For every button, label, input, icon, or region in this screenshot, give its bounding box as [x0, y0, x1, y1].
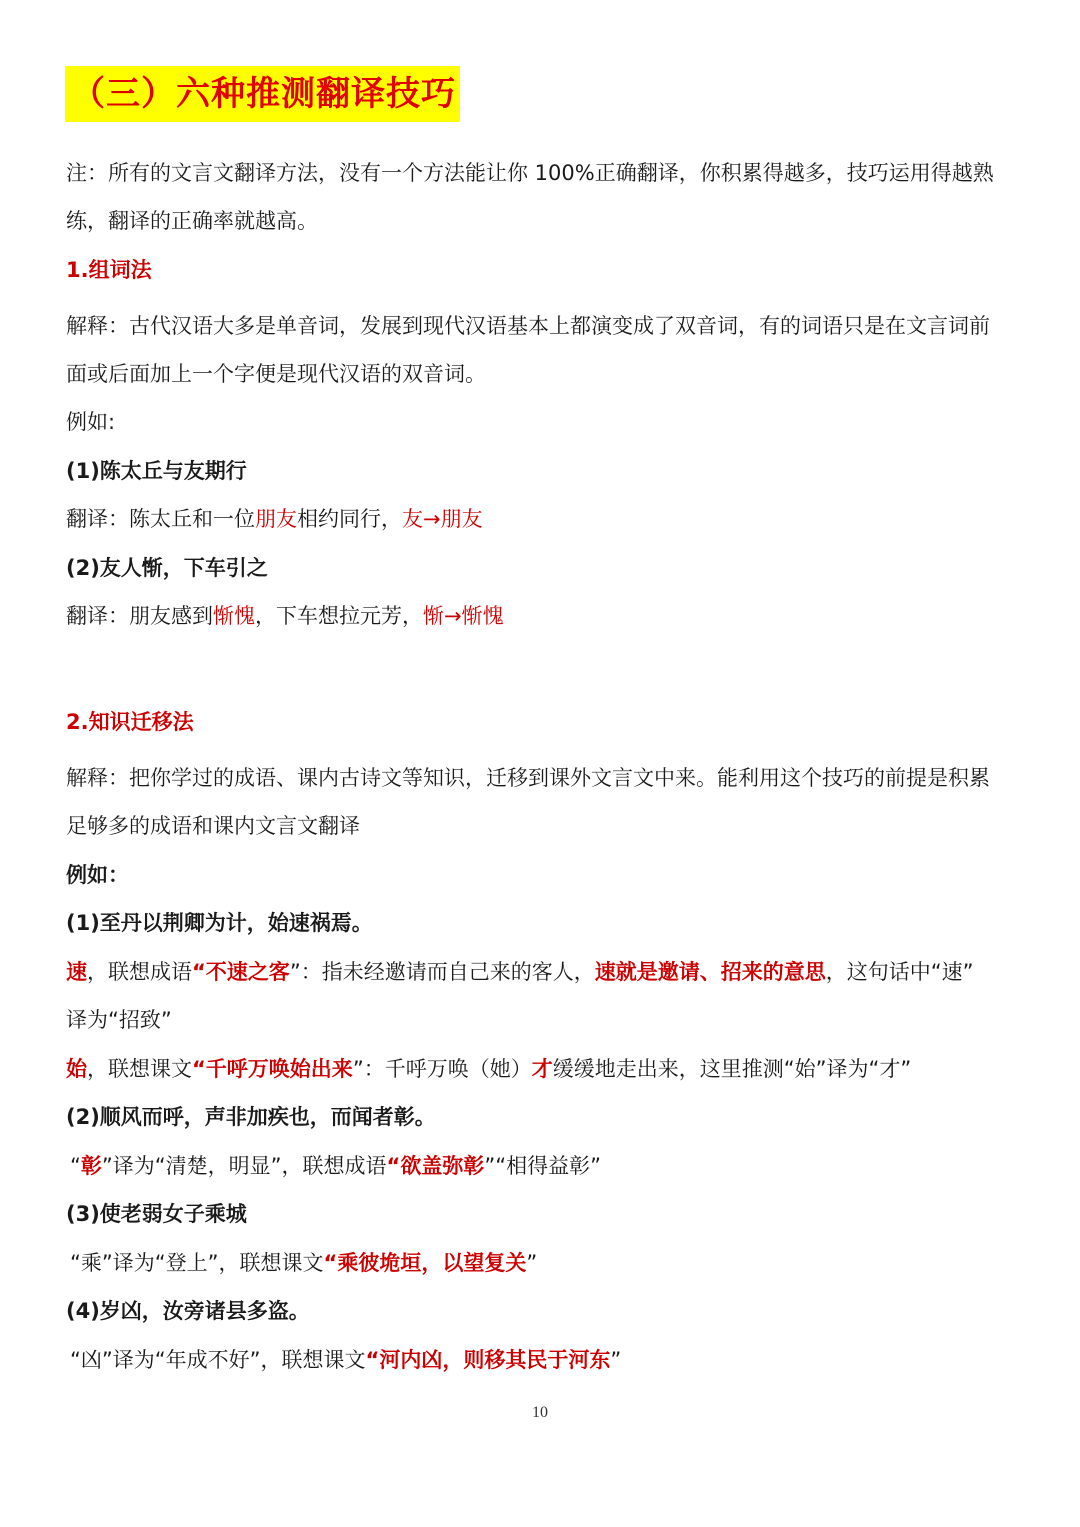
- section-1-example-1-sentence: (1)陈太丘与友期行: [66, 459, 247, 483]
- section-1-explain-2: 面或后面加上一个字便是现代汉语的双音词。: [66, 362, 486, 386]
- section-2-explain-1: 解释：把你学过的成语、课内古诗文等知识，迁移到课外文言文中来。能利用这个技巧的前提是积累: [66, 766, 990, 790]
- section-2-example-label: 例如：: [66, 863, 129, 887]
- section-2-example-1-note-b: [66, 1054, 1020, 1084]
- section-2-example-4-note: [70, 1345, 1020, 1375]
- text-segment: ，下车想拉元芳，: [255, 604, 423, 628]
- highlight-segment: 惭→惭愧: [423, 604, 504, 628]
- section-2-example-1-sentence: (1)至丹以荆卿为计，始速祸焉。: [66, 911, 373, 935]
- text-segment: ”：千呼万唤（她）: [352, 1057, 532, 1081]
- section-1-example-2-translation: [66, 601, 1020, 631]
- highlight-segment: 始: [66, 1057, 87, 1081]
- text-segment: “凶”译为“年成不好”，联想课文: [70, 1348, 366, 1372]
- text-segment: 相约同行，: [297, 507, 402, 531]
- section-2-explain-2: 足够多的成语和课内文言文翻译: [66, 814, 360, 838]
- section-2-example-2-sentence: (2)顺风而呼，声非加疾也，而闻者彰。: [66, 1105, 436, 1129]
- text-segment: ”：指未经邀请而自己来的客人，: [289, 960, 595, 984]
- text-segment: ，这句话中“速”: [825, 960, 974, 984]
- highlight-segment: 惭愧: [213, 604, 255, 628]
- page-number: 10: [532, 1404, 548, 1421]
- text-segment: 翻译：朋友感到: [66, 604, 213, 628]
- text-segment: ”: [610, 1348, 622, 1372]
- highlight-segment: “千呼万唤始出来: [192, 1057, 353, 1081]
- section-2-example-4-sentence: (4)岁凶，汝旁诸县多盗。: [66, 1299, 310, 1323]
- section-2-example-1-note-a: [66, 957, 1020, 987]
- page-title: （三）六种推测翻译技巧: [65, 66, 460, 122]
- text-segment: ”: [526, 1251, 538, 1275]
- text-segment: “: [70, 1154, 81, 1178]
- section-1-example-2-sentence: (2)友人惭，下车引之: [66, 556, 268, 580]
- highlight-segment: “乘彼垝垣，以望复关: [323, 1251, 527, 1275]
- note-line-1: 注：所有的文言文翻译方法，没有一个方法能让你 100%正确翻译，你积累得越多，技巧运用得越熟: [66, 161, 994, 185]
- highlight-segment: 友→朋友: [402, 507, 483, 531]
- section-1-example-1-translation: [66, 504, 1020, 534]
- section-2-example-3-sentence: (3)使老弱女子乘城: [66, 1202, 247, 1226]
- section-2-example-3-note: [70, 1248, 1020, 1278]
- text-segment: ，联想课文: [87, 1057, 192, 1081]
- section-2-example-1-note-a-cont: 译为“招致”: [66, 1008, 172, 1032]
- highlight-segment: “河内凶，则移其民于河东: [365, 1348, 611, 1372]
- text-segment: 缓缓地走出来，这里推测“始”译为“才”: [552, 1057, 912, 1081]
- section-1-heading: 1.组词法: [66, 258, 152, 282]
- highlight-segment: 速: [66, 960, 87, 984]
- highlight-segment: “不速之客: [192, 960, 290, 984]
- highlight-segment: “欲盖弥彰: [386, 1154, 485, 1178]
- text-segment: 翻译：陈太丘和一位: [66, 507, 255, 531]
- highlight-segment: 速就是邀请、招来的意思: [594, 960, 826, 984]
- note-line-2: 练，翻译的正确率就越高。: [66, 209, 318, 233]
- highlight-segment: 彰: [80, 1154, 102, 1178]
- text-segment: ”译为“清楚，明显”，联想成语: [101, 1154, 387, 1178]
- highlight-segment: 朋友: [255, 507, 297, 531]
- text-segment: ”“相得益彰”: [484, 1154, 601, 1178]
- text-segment: ，联想成语: [87, 960, 192, 984]
- text-segment: “乘”译为“登上”，联想课文: [70, 1251, 324, 1275]
- section-1-example-label: 例如:: [66, 410, 116, 434]
- highlight-segment: 才: [531, 1057, 553, 1081]
- section-2-heading: 2.知识迁移法: [66, 710, 194, 734]
- section-2-example-2-note: [70, 1151, 1020, 1181]
- section-1-explain-1: 解释：古代汉语大多是单音词，发展到现代汉语基本上都演变成了双音词，有的词语只是在文言词前: [66, 314, 990, 338]
